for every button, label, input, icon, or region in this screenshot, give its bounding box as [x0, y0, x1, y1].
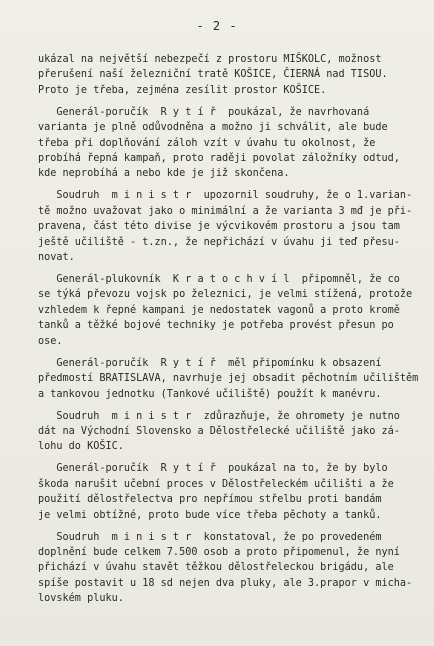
text-line: Soudruh m i n i s t r upozornil soudruhy, že o 1.varian-: [38, 190, 413, 202]
text-line: tě možno uvažovat jako o minimální a že varianta 3 mđ je při-: [38, 205, 413, 217]
text-line: Generál-poručík R y t í ř poukázal, že navrhovaná: [38, 106, 370, 118]
text-line: Soudruh m i n i s t r konstatoval, že po provedeném: [38, 531, 382, 543]
paragraph: [38, 52, 422, 98]
text-line: přerušení naší železniční tratě KOŠICE, ČIERNÁ nad TISOU.: [38, 69, 388, 81]
paragraph: [38, 105, 422, 182]
paragraph: [38, 461, 422, 523]
paragraph: [38, 272, 422, 349]
text-line: probíhá řepná kampaň, proto raději povolat záložníky odtud,: [38, 153, 400, 165]
paragraph: [38, 530, 422, 607]
text-line: přichází v úvahu stavět těžkou dělostřeleckou brigádu, ale: [38, 562, 394, 574]
text-line: se týká převozu vojsk po železnici, je velmi stížená, protože: [38, 289, 413, 301]
text-line: varianta je plně odůvodněna a možno ji schválit, ale bude: [38, 122, 388, 134]
text-line: novat.: [38, 252, 75, 264]
paragraph: [38, 188, 422, 265]
text-line: předmostí BRATISLAVA, navrhuje jej obsadit pěchotním učilištěm: [38, 373, 419, 385]
text-line: Proto je třeba, zejména zesílit prostor KOŠICE.: [38, 84, 327, 96]
text-line: dát na Východní Slovensko a Dělostřelecké učiliště jako zá-: [38, 425, 400, 437]
document-body: [38, 52, 422, 613]
text-line: použití dělostřelectva pro nepřímou střelbu proti bandám: [38, 494, 382, 506]
text-line: Generál-poručík R y t í ř poukázal na to, že by bylo: [38, 463, 388, 475]
text-line: tanků a těžké bojové techniky je potřeba provést přesun po: [38, 320, 394, 332]
text-line: pravena, část této divise je výcvikovém prostoru a jsou tam: [38, 221, 400, 233]
text-line: Generál-plukovník K r a t o c h v í l připomněl, že co: [38, 274, 400, 286]
text-line: ose.: [38, 335, 63, 347]
text-line: Generál-poručík R y t í ř měl připomínku k obsazení: [38, 357, 382, 369]
text-line: škoda narušit učební proces v Dělostřeleckém učilišti a že: [38, 478, 394, 490]
paragraph: [38, 409, 422, 455]
paragraph: [38, 356, 422, 402]
text-line: spíše postavit u 18 sd nejen dva pluky, ale 3.prapor v micha-: [38, 577, 413, 589]
text-line: lovském pluku.: [38, 593, 124, 605]
text-line: je velmi obtížné, proto bude více třeba pěchoty a tanků.: [38, 509, 382, 521]
text-line: kde neprobíhá a nebo kde je již skončena.: [38, 168, 290, 180]
text-line: ještě učiliště - t.zn., že nepřichází v úvahu ji teď přesu-: [38, 236, 400, 248]
text-line: třeba při doplňování záloh vzít v úvahu tu okolnost, že: [38, 137, 376, 149]
text-line: Soudruh m i n i s t r zdůrazňuje, že ohromety je nutno: [38, 410, 400, 422]
text-line: doplnění bude celkem 7.500 osob a proto připomenul, že nyní: [38, 546, 400, 558]
text-line: a tankovou jednotku (Tankové učiliště) použít k manévru.: [38, 388, 382, 400]
text-line: ukázal na největší nebezpečí z prostoru MIŠKOLC, možnost: [38, 54, 382, 65]
text-line: vzhledem k řepné kampani je nedostatek vagonů a proto kromě: [38, 304, 400, 316]
text-line: lohu do KOŠIC.: [38, 441, 124, 453]
page-number: - 2 -: [196, 19, 238, 33]
